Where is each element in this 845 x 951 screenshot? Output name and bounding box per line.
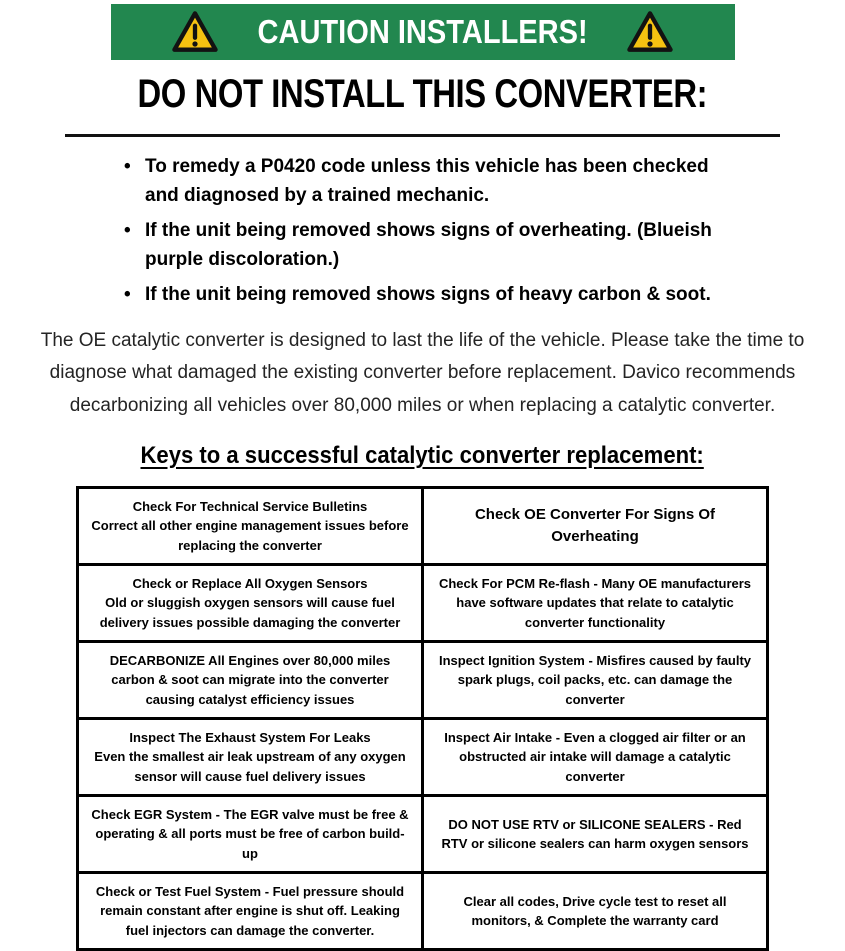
table-cell: [423, 642, 768, 719]
page-title: DO NOT INSTALL THIS CONVERTER:: [137, 72, 708, 116]
warning-triangle-icon: [171, 10, 219, 54]
table-cell: [78, 719, 423, 796]
cell-desc: Correct all other engine management issues before replacing the converter: [91, 518, 409, 553]
keys-heading: Keys to a successful catalytic converter replacement:: [140, 442, 705, 470]
warning-list-item: • If the unit being removed shows signs of heavy carbon & soot.: [118, 280, 743, 309]
cell-title: Inspect Ignition System - Misfires caused by faulty spark plugs, coil packs, etc. can damage the converter: [438, 652, 752, 707]
warning-triangle-icon: [626, 10, 674, 54]
cell-title: Check For PCM Re-flash - Many OE manufacturers have software updates that relate to catalytic converter functionality: [438, 575, 752, 630]
table-cell: [78, 873, 423, 950]
cell-title: Check For Technical Service Bulletins: [132, 498, 368, 514]
table-cell: [78, 565, 423, 642]
warning-list-item: • If the unit being removed shows signs of overheating. (Blueish purple discoloration.): [118, 216, 743, 275]
table-cell: [423, 873, 768, 950]
table-row: [78, 719, 768, 796]
table-row: [78, 488, 768, 565]
intro-paragraph: The OE catalytic converter is designed to last the life of the vehicle. Please take the time to diagnose what damaged the existing converter before replacement. Davico recommends decarbonizing all vehicles over 80,000 miles or when replacing a catalytic converter.: [40, 330, 805, 416]
table-cell: [423, 488, 768, 565]
cell-title: Inspect Air Intake - Even a clogged air filter or an obstructed air intake will damage a catalytic converter: [444, 729, 746, 784]
cell-title: Check or Test Fuel System - Fuel pressure should remain constant after engine is shut off. Leaking fuel injectors can damage the converter.: [95, 883, 405, 938]
table-cell: [78, 796, 423, 873]
table-row: [78, 873, 768, 950]
caution-banner: [111, 4, 735, 60]
cell-title: Check or Replace All Oxygen Sensors: [132, 575, 368, 591]
table-row: [78, 642, 768, 719]
table-cell: [78, 488, 423, 565]
table-cell: [423, 719, 768, 796]
horizontal-divider: [65, 134, 780, 137]
table-cell: [423, 565, 768, 642]
cell-title: Inspect The Exhaust System For Leaks: [129, 729, 371, 745]
cell-desc: Old or sluggish oxygen sensors will cause fuel delivery issues possible damaging the converter: [99, 595, 401, 630]
warning-list-item: • To remedy a P0420 code unless this vehicle has been checked and diagnosed by a trained mechanic.: [118, 152, 743, 211]
banner-title: CAUTION INSTALLERS!: [257, 13, 588, 50]
table-cell: [423, 796, 768, 873]
keys-table: [76, 486, 769, 951]
table-row: [78, 565, 768, 642]
warning-list: [118, 152, 743, 309]
cell-title: DECARBONIZE All Engines over 80,000 miles carbon & soot can migrate into the converter causing catalyst efficiency issues: [109, 652, 391, 707]
cell-desc: Even the smallest air leak upstream of any oxygen sensor will cause fuel delivery issues: [94, 749, 406, 784]
table-row: [78, 796, 768, 873]
cell-title: Check OE Converter For Signs Of Overheating: [474, 505, 716, 546]
cell-title: Clear all codes, Drive cycle test to reset all monitors, & Complete the warranty card: [463, 893, 727, 929]
cell-title: DO NOT USE RTV or SILICONE SEALERS - Red RTV or silicone sealers can harm oxygen sensors: [441, 816, 749, 852]
cell-title: Check EGR System - The EGR valve must be free & operating & all ports must be free of carbon build-up: [91, 806, 409, 861]
table-cell: [78, 642, 423, 719]
